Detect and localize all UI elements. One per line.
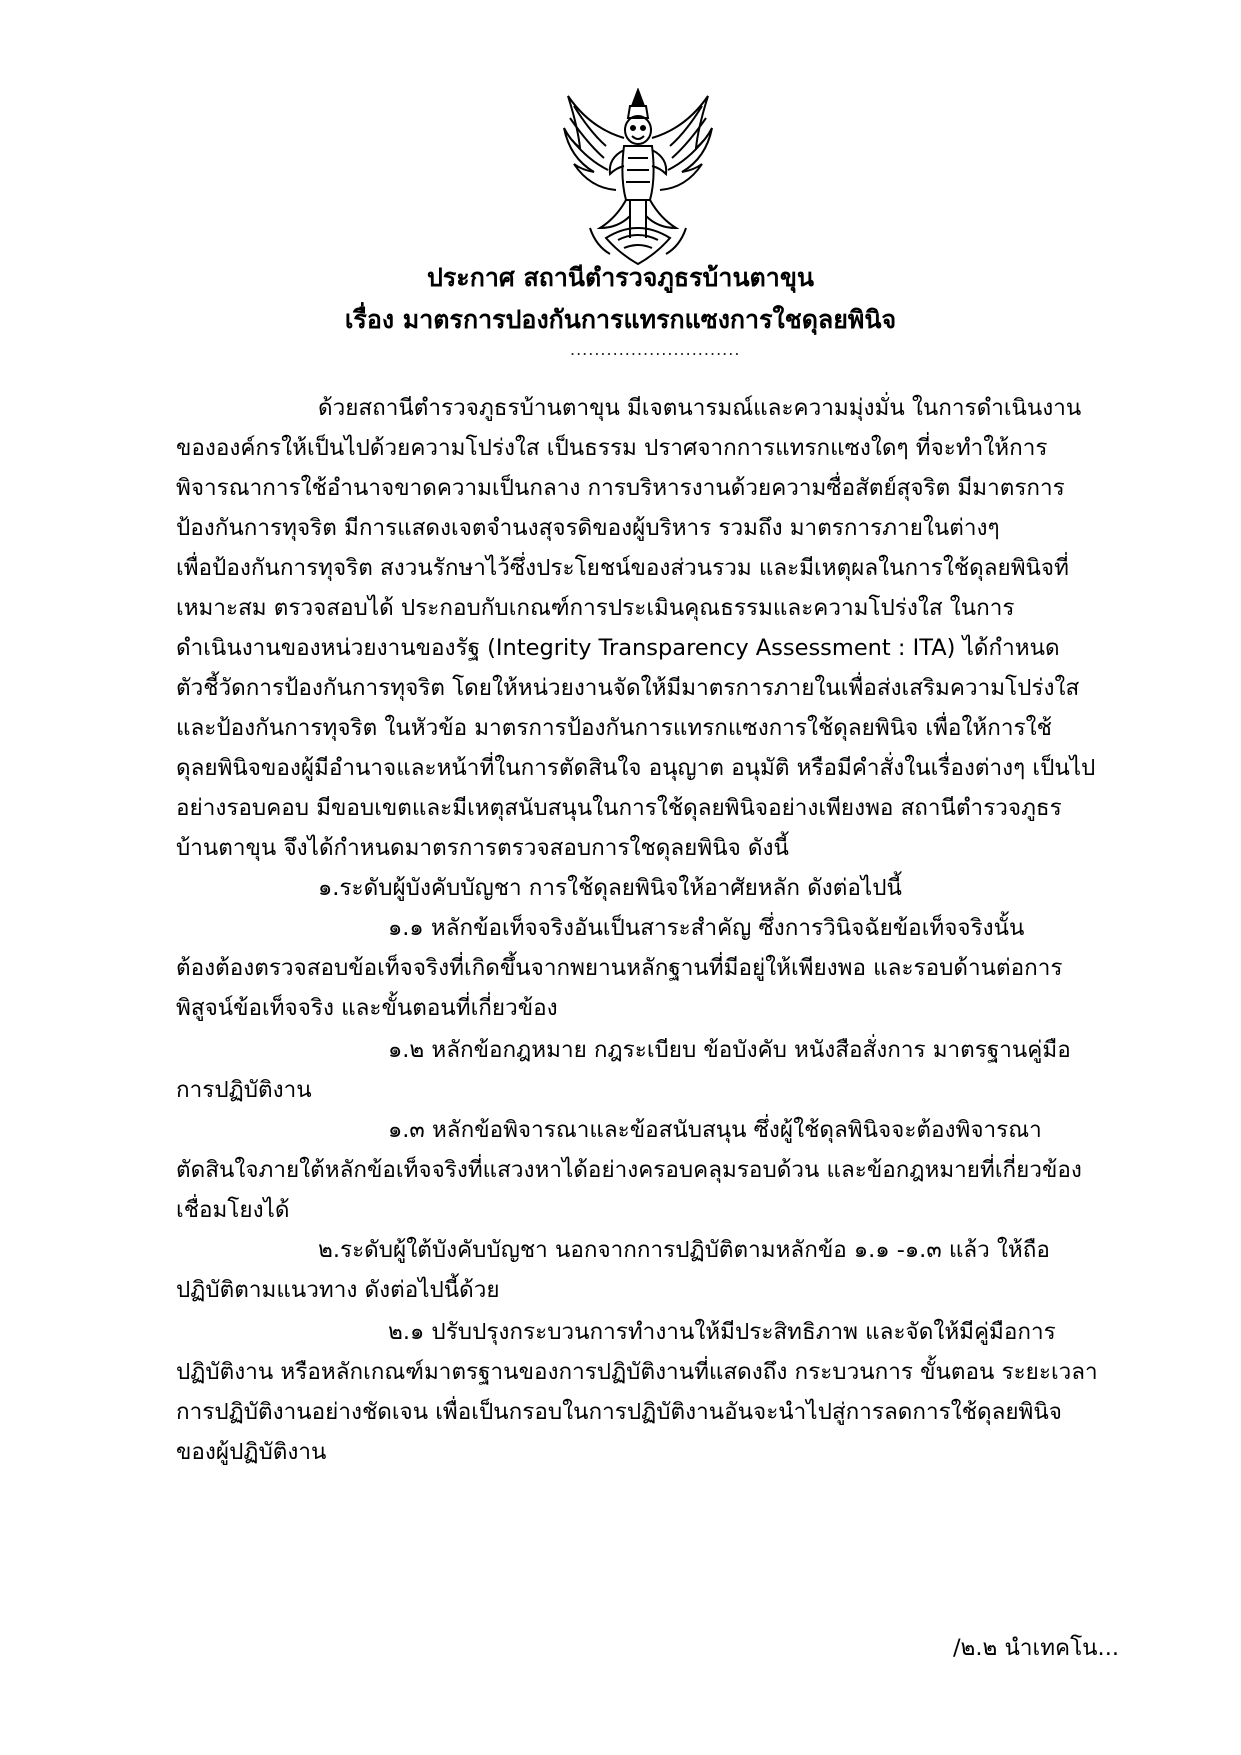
body-line: ตัดสินใจภายใต้หลักข้อเท็จจริงที่แสวงหาได้อย่างครอบคลุมรอบด้วน และข้อกฎหมายที่เกี่ยวข้อง	[176, 1157, 1082, 1183]
body-line: การปฏิบัติงาน	[176, 1077, 312, 1103]
body-line: เหมาะสม ตรวจสอบได้ ประกอบกับเกณฑ์การประเมินคุณธรรมและความโปร่งใส ในการ	[176, 595, 1015, 621]
body-line: ปฏิบัติตามแนวทาง ดังต่อไปนี้ด้วย	[176, 1277, 500, 1303]
body-line: พิจารณาการใช้อำนาจขาดความเป็นกลาง การบริหารงานด้วยความซื่อสัตย์สุจริต มีมาตรการ	[176, 475, 1065, 501]
body-line: ดำเนินงานของหน่วยงานของรัฐ (Integrity Transparency Assessment : ITA) ได้กำหนด	[176, 635, 1060, 661]
page-continuation: /๒.๒ นำเทคโน...	[952, 1635, 1119, 1661]
body-line: บ้านตาขุน จึงได้กำหนดมาตรการตรวจสอบการใชดุลยพินิจ ดังนี้	[176, 835, 789, 861]
body-line: ขององค์กรให้เป็นไปด้วยความโปร่งใส เป็นธรรม ปราศจากการแทรกแซงใดๆ ที่จะทำให้การ	[176, 435, 1048, 461]
body-line: อย่างรอบคอบ มีขอบเขตและมีเหตุสนับสนุนในการใช้ดุลยพินิจอย่างเพียงพอ สถานีตำรวจภูธร	[176, 795, 1062, 821]
body-line: ด้วยสถานีตำรวจภูธรบ้านตาขุน มีเจตนารมณ์และความมุ่งมั่น ในการดำเนินงาน	[318, 395, 1082, 421]
body-line: และป้องกันการทุจริต ในหัวข้อ มาตรการป้องกันการแทรกแซงการใช้ดุลยพินิจ เพื่อให้การใช้	[176, 715, 1052, 741]
body-line: ปฏิบัติงาน หรือหลักเกณฑ์มาตรฐานของการปฏิบัติงานที่แสดงถึง กระบวนการ ขั้นตอน ระยะเวลา	[176, 1359, 1098, 1385]
body-line: ๒.๑ ปรับปรุงกระบวนการทำงานให้มีประสิทธิภาพ และจัดให้มีคู่มือการ	[388, 1319, 1056, 1345]
garuda-emblem-icon	[560, 88, 716, 266]
body-line: เชื่อมโยงได้	[176, 1197, 290, 1223]
section-heading: ๑.ระดับผู้บังคับบัญชา การใช้ดุลยพินิจให้อาศัยหลัก ดังต่อไปนี้	[318, 875, 902, 901]
body-line: ๑.๒ หลักข้อกฎหมาย กฎระเบียบ ข้อบังคับ หนังสือสั่งการ มาตรฐานคู่มือ	[388, 1037, 1071, 1063]
body-line: ๑.๑ หลักข้อเท็จจริงอันเป็นสาระสำคัญ ซึ่งการวินิจฉัยข้อเท็จจริงนั้น	[388, 915, 1025, 941]
body-line: ตัวชี้วัดการป้องกันการทุจริต โดยให้หน่วยงานจัดให้มีมาตรการภายในเพื่อส่งเสริมความโปร่งใส	[176, 675, 1080, 701]
body-line: ต้องต้องตรวจสอบข้อเท็จจริงที่เกิดขึ้นจากพยานหลักฐานที่มีอยู่ให้เพียงพอ และรอบด้านต่อการ	[176, 955, 1063, 981]
body-line: การปฏิบัติงานอย่างชัดเจน เพื่อเป็นกรอบในการปฏิบัติงานอันจะนำไปสู่การลดการใช้ดุลยพินิจ	[176, 1399, 1062, 1425]
body-line: ของผู้ปฏิบัติงาน	[176, 1439, 327, 1465]
title-divider: ............................	[570, 340, 741, 359]
announcement-subject: เรื่อง มาตรการปองกันการแทรกแซงการใชดุลยพินิจ	[344, 305, 897, 334]
body-line: ดุลยพินิจของผู้มีอำนาจและหน้าที่ในการตัดสินใจ อนุญาต อนุมัติ หรือมีคำสั่งในเรื่องต่างๆ เป็นไป	[176, 755, 1096, 781]
announcement-title: ประกาศ สถานีตำรวจภูธรบ้านตาขุน	[427, 263, 814, 292]
section-heading: ๒.ระดับผู้ใต้บังคับบัญชา นอกจากการปฏิบัติตามหลักข้อ ๑.๑ -๑.๓ แล้ว ให้ถือ	[318, 1237, 1050, 1263]
body-line: พิสูจน์ข้อเท็จจริง และขั้นตอนที่เกี่ยวข้อง	[176, 995, 558, 1021]
body-line: เพื่อป้องกันการทุจริต สงวนรักษาไว้ซึ่งประโยชน์ของส่วนรวม และมีเหตุผลในการใช้ดุลยพินิจที่	[176, 555, 1069, 581]
body-line: ป้องกันการทุจริต มีการแสดงเจตจำนงสุจรดิของผู้บริหาร รวมถึง มาตรการภายในต่างๆ	[176, 515, 1000, 541]
body-line: ๑.๓ หลักข้อพิจารณาและข้อสนับสนุน ซึ่งผู้ใช้ดุลพินิจจะต้องพิจารณา	[388, 1117, 1042, 1143]
